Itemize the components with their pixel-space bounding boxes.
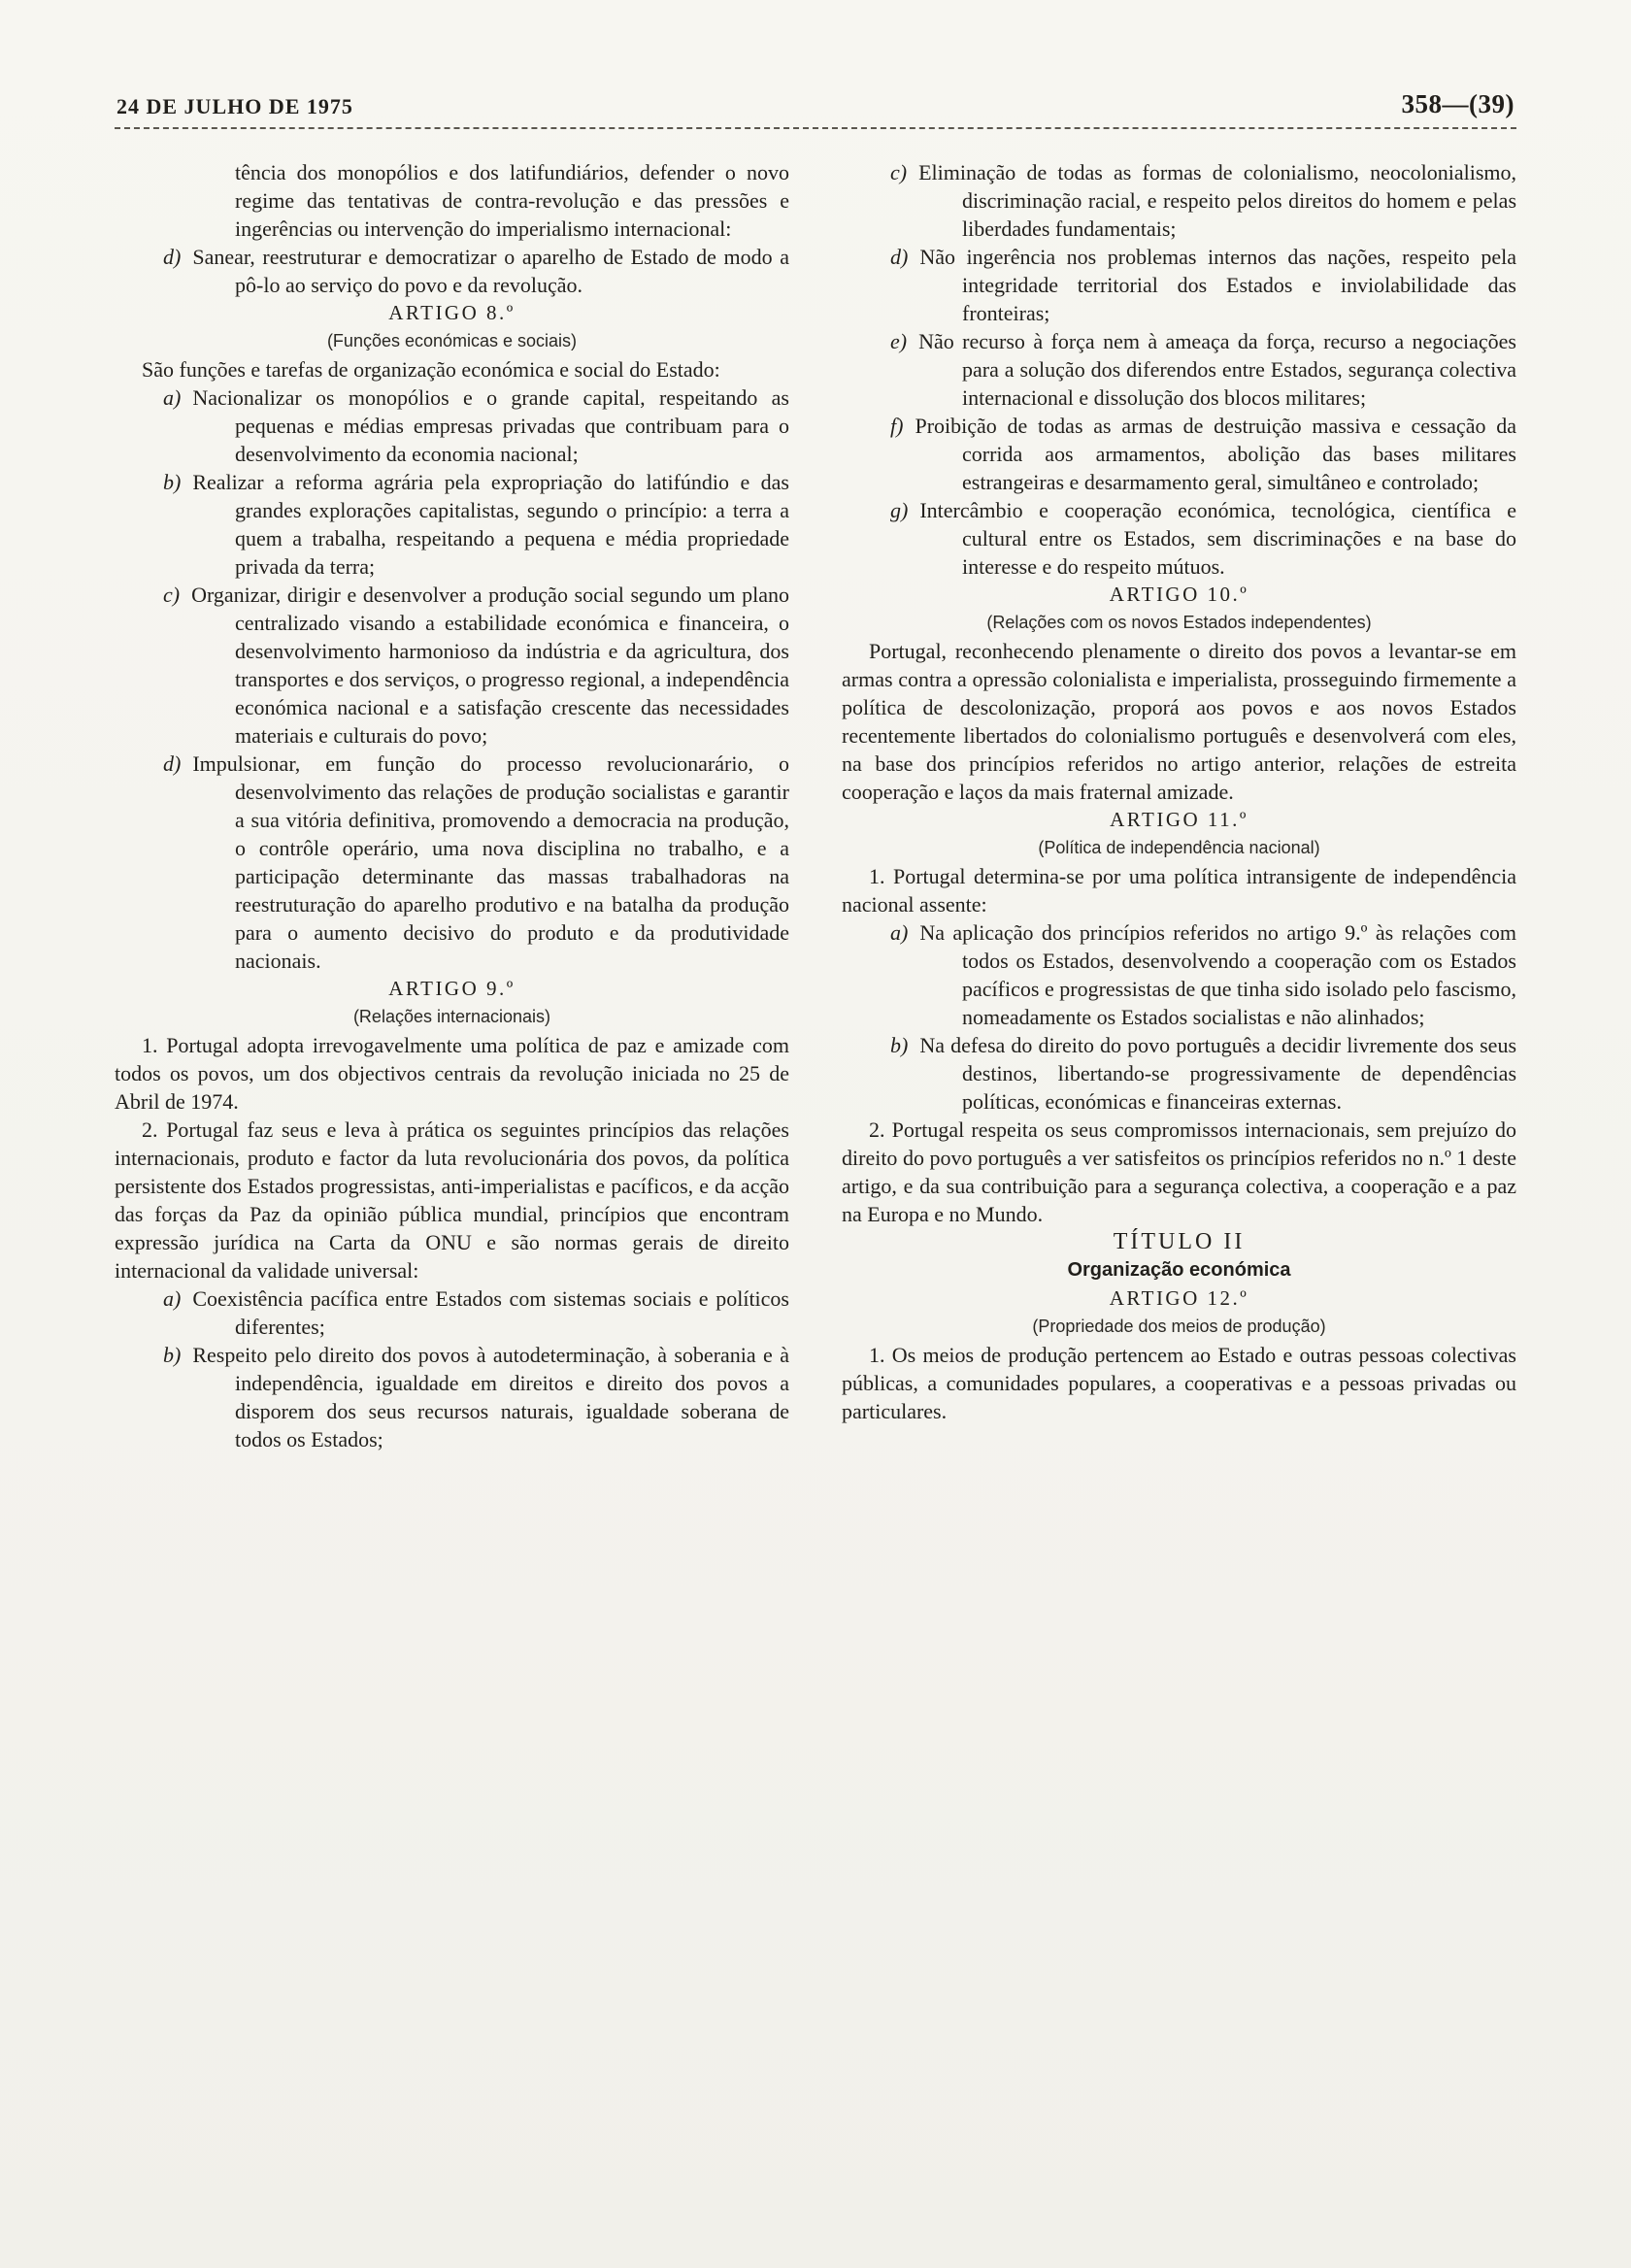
article-heading: ARTIGO 8.º <box>388 301 516 324</box>
list-item <box>115 1284 789 1341</box>
paragraph: 1. Portugal adopta irrevogavelmente uma política de paz e amizade com todos os povos, um dos objectivos centrais da revolução iniciada no 25 de Abril de 1974. <box>115 1033 789 1114</box>
list-item <box>842 158 1516 243</box>
list-item-label: d) <box>890 245 909 269</box>
list-item <box>115 384 789 468</box>
list-item <box>115 243 789 299</box>
text-columns <box>115 158 1516 1453</box>
section-heading: Organização económica <box>1067 1259 1291 1281</box>
paragraph: 1. Portugal determina-se por uma política intransigente de independência nacional assente: <box>842 864 1516 917</box>
article-heading: ARTIGO 12.º <box>1109 1286 1249 1310</box>
list-item-text: Não ingerência nos problemas internos das nações, respeito pela integridade territorial dos Estados e inviolabilidade das fronteiras; <box>919 245 1516 325</box>
article-subtitle: (Propriedade dos meios de produção) <box>1032 1317 1326 1336</box>
list-item-label: c) <box>163 583 181 607</box>
list-item-label: b) <box>890 1033 909 1057</box>
list-item-text: Realizar a reforma agrária pela expropriação do latifúndio e das grandes explorações capitalistas, segundo o princípio: a terra a quem a trabalha, respeitando a pequena e média propriedade privada da terra; <box>192 470 789 579</box>
article-heading: ARTIGO 9.º <box>388 977 516 1000</box>
list-item-label: e) <box>890 329 908 353</box>
page-header <box>115 89 1516 127</box>
list-item-text: Eliminação de todas as formas de colonialismo, neocolonialismo, discriminação racial, e respeito pelos direitos do homem e pelas liberdades fundamentais; <box>918 160 1516 241</box>
article-subtitle: (Funções económicas e sociais) <box>326 331 578 350</box>
list-item-label: a) <box>890 920 909 945</box>
header-divider <box>115 127 1516 129</box>
paragraph: 1. Os meios de produção pertencem ao Estado e outras pessoas colectivas públicas, a comunidades populares, a cooperativas e a pessoas privadas ou particulares. <box>842 1343 1516 1423</box>
list-item-label: a) <box>163 1286 182 1311</box>
left-column <box>115 158 789 1453</box>
list-item-text: Proibição de todas as armas de destruição massiva e cessação da corrida aos armamentos, abolição das bases militares estrangeiras e desarmamento geral, simultâneo e controlado; <box>915 414 1516 494</box>
list-item-text: Não recurso à força nem à ameaça da força, recurso a negociações para a solução dos diferendos entre Estados, segurança colectiva internacional e dissolução dos blocos militares; <box>918 329 1516 410</box>
list-item <box>842 243 1516 327</box>
list-item <box>842 412 1516 496</box>
right-column <box>842 158 1516 1453</box>
list-item-label: b) <box>163 1343 182 1367</box>
list-item <box>115 750 789 975</box>
paragraph-continuation: tência dos monopólios e dos latifundiários, defender o novo regime das tentativas de contra-revolução e das pressões e ingerências ou intervenção do imperialismo internacional: <box>235 160 789 241</box>
list-item <box>842 918 1516 1031</box>
article-subtitle: (Relações internacionais) <box>352 1007 551 1026</box>
list-item <box>115 468 789 581</box>
list-item-label: f) <box>890 414 904 438</box>
list-item-label: d) <box>163 245 182 269</box>
article-heading: ARTIGO 10.º <box>1109 583 1249 606</box>
list-item-label: b) <box>163 470 182 494</box>
paragraph: 2. Portugal faz seus e leva à prática os seguintes princípios das relações internacionais, produto e factor da luta revolucionária dos povos, da política persistente dos Estados progressistas, anti-imperialistas e pacíficos, e da acção das forças da Paz da opinião pública mundial, princípios que encontram expressão jurídica na Carta da ONU e são normas gerais de direito internacional da validade universal: <box>115 1117 789 1283</box>
list-item-label: c) <box>890 160 908 184</box>
list-item-text: Sanear, reestruturar e democratizar o aparelho de Estado de modo a pô-lo ao serviço do povo e da revolução. <box>192 245 789 297</box>
list-item-text: Na aplicação dos princípios referidos no artigo 9.º às relações com todos os Estados, desenvolvendo a cooperação com os Estados pacíficos e progressistas de que tinha sido isolado pelo fascismo, nomeadamente os Estados socialistas e não alinhados; <box>919 920 1516 1029</box>
list-item-label: g) <box>890 498 909 522</box>
article-heading: ARTIGO 11.º <box>1110 808 1248 831</box>
article-subtitle: (Política de independência nacional) <box>1038 838 1320 857</box>
paragraph: São funções e tarefas de organização económica e social do Estado: <box>142 357 720 382</box>
list-item-text: Organizar, dirigir e desenvolver a produção social segundo um plano centralizado visando a estabilidade económica e financeira, o desenvolvimento harmonioso da indústria e da agricultura, dos transportes e dos serviços, o progresso regional, a independência económica nacional e a satisfação crescente das necessidades materiais e culturais do povo; <box>191 583 789 748</box>
list-item-text: Nacionalizar os monopólios e o grande capital, respeitando as pequenas e médias empresas privadas que contribuam para o desenvolvimento da economia nacional; <box>192 385 789 466</box>
list-item-text: Impulsionar, em função do processo revolucionarário, o desenvolvimento das relações de produção socialistas e garantir a sua vitória definitiva, promovendo a democracia na produção, o contrôle operário, uma nova disciplina no trabalho, e a participação determinante das massas trabalhadoras na reestruturação do aparelho produtivo e na batalha da produção para o aumento decisivo do produto e da produtividade nacionais. <box>192 751 789 973</box>
title-heading: TÍTULO II <box>1113 1229 1246 1254</box>
header-date: 24 DE JULHO DE 1975 <box>116 94 353 118</box>
header-page-number: 358—(39) <box>1401 89 1514 118</box>
paragraph: Portugal, reconhecendo plenamente o direito dos povos a levantar-se em armas contra a opressão colonialista e imperialista, prosseguindo firmemente a política de descolonização, proporá aos povos e aos novos Estados recentemente libertados do colonialismo português e desenvolverá com eles, na base dos princípios referidos no artigo anterior, relações de estreita cooperação e laços da mais fraternal amizade. <box>842 639 1516 804</box>
article-subtitle: (Relações com os novos Estados independentes) <box>986 613 1372 632</box>
list-item-text: Na defesa do direito do povo português a decidir livremente dos seus destinos, libertando-se progressivamente de dependências políticas, económicas e financeiras externas. <box>919 1033 1516 1114</box>
paragraph: 2. Portugal respeita os seus compromissos internacionais, sem prejuízo do direito do povo português a ver satisfeitos os princípios referidos no n.º 1 deste artigo, e da sua contribuição para a segurança colectiva, a cooperação e a paz na Europa e no Mundo. <box>842 1117 1516 1226</box>
list-item <box>842 496 1516 581</box>
list-item-text: Respeito pelo direito dos povos à autodeterminação, à soberania e à independência, igualdade em direitos e direito dos povos a disporem dos seus recursos naturais, igualdade soberana de todos os Estados; <box>192 1343 789 1451</box>
list-item <box>115 581 789 750</box>
list-item-label: a) <box>163 385 182 410</box>
list-item-text: Coexistência pacífica entre Estados com sistemas sociais e políticos diferentes; <box>192 1286 789 1339</box>
list-item <box>842 327 1516 412</box>
list-item-label: d) <box>163 751 182 776</box>
list-item-text: Intercâmbio e cooperação económica, tecnológica, científica e cultural entre os Estados, sem discriminações e na base do interesse e do respeito mútuos. <box>919 498 1516 579</box>
list-item <box>842 1031 1516 1116</box>
list-item <box>115 1341 789 1453</box>
